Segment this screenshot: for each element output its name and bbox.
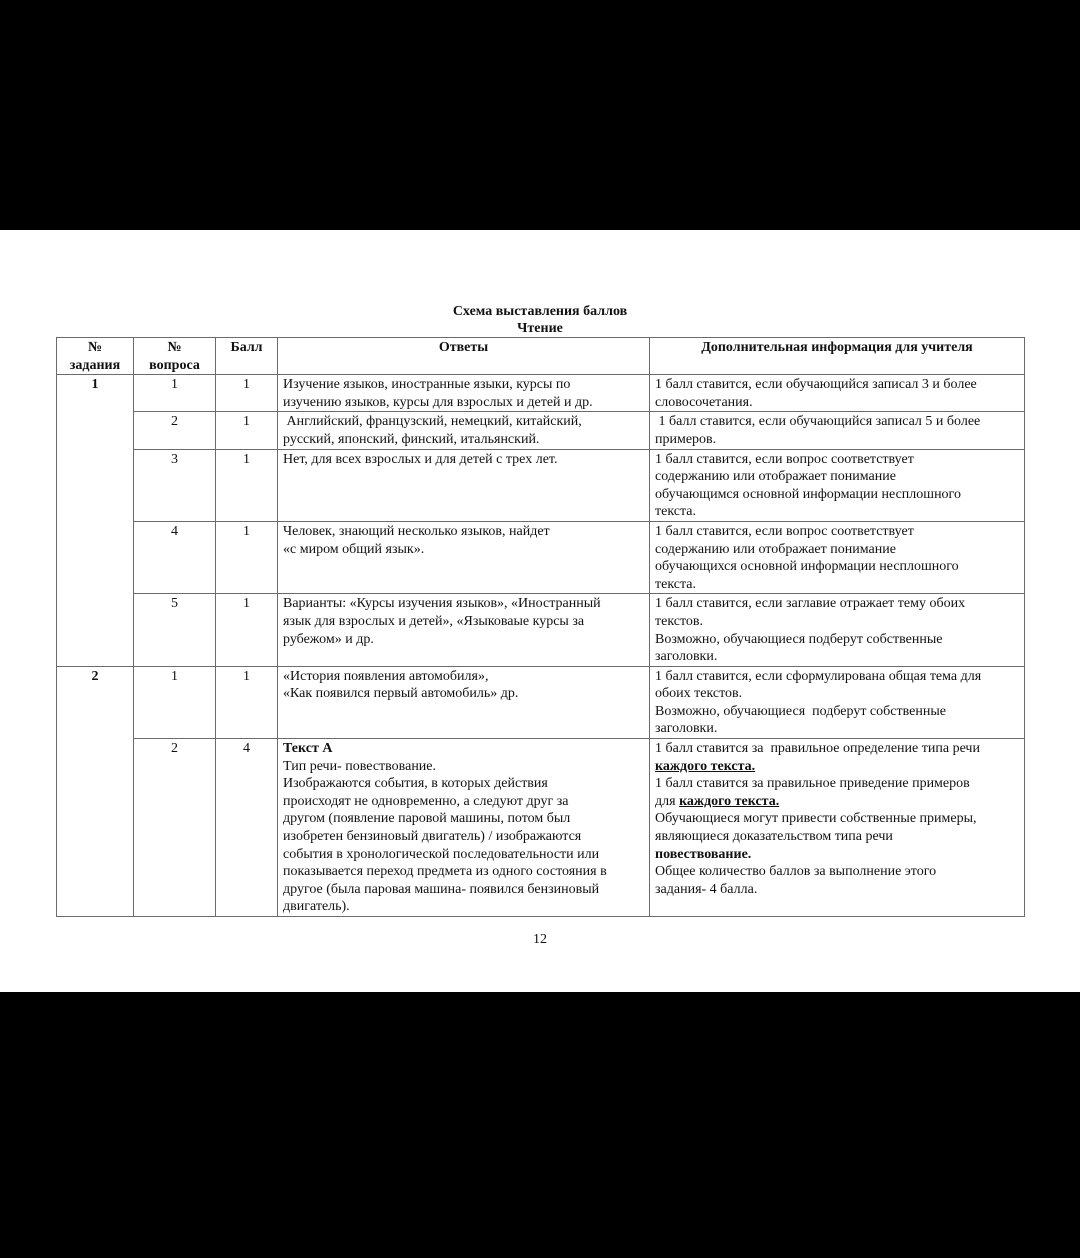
- info-cell: 1 балл ставится, если вопрос соответствует содержанию или отображает понимание обучающимся основной информации несплошного текста.: [650, 449, 1025, 521]
- question-number: 2: [134, 412, 216, 449]
- info-cell: 1 балл ставится, если сформулирована общая тема для обоих текстов. Возможно, обучающиеся подберут собственные заголовки.: [650, 666, 1025, 738]
- score-cell: 1: [216, 666, 278, 738]
- answer-cell: Английский, французский, немецкий, китайский, русский, японский, финский, итальянский.: [278, 412, 650, 449]
- score-cell: 1: [216, 521, 278, 593]
- header-score: Балл: [216, 338, 278, 375]
- score-cell: 1: [216, 375, 278, 412]
- table-header-row: [57, 338, 1025, 375]
- question-number: 5: [134, 594, 216, 666]
- info-cell: 1 балл ставится, если обучающийся записал 3 и более словосочетания.: [650, 375, 1025, 412]
- question-number: 1: [134, 375, 216, 412]
- table-row: [57, 375, 1025, 412]
- bold-emphasis: повествование.: [655, 846, 752, 862]
- page-title: Схема выставления баллов: [452, 304, 628, 319]
- header-question: № вопроса: [134, 338, 216, 375]
- answer-cell: Текст А Тип речи- повествование. Изображаются события, в которых действия происходят не одновременно, а следуют друг за другом (появление паровой машины, потом был изобретен бензиновый двигатель) / изображаются события в хронологической последовательности или показывается переход предмета из одного состояния в другое (была паровая машина- появился бензиновый двигатель).: [278, 739, 650, 917]
- info-cell: 1 балл ставится, если вопрос соответствует содержанию или отображает понимание обучающихся основной информации несплошного текста.: [650, 521, 1025, 593]
- info-cell: 1 балл ставится за правильное определение типа речи каждого текста. 1 балл ставится за правильное приведение примеров для каждого текста. Обучающиеся могут привести собственные примеры, являющиеся доказательством типа речи повествование. Общее количество баллов за выполнение этого задания- 4 балла.: [650, 739, 1025, 917]
- header-info: Дополнительная информация для учителя: [650, 338, 1025, 375]
- info-cell: 1 балл ставится, если обучающийся записал 5 и более примеров.: [650, 412, 1025, 449]
- question-number: 2: [134, 739, 216, 917]
- table-row: [57, 666, 1025, 738]
- task-number: 1: [57, 375, 134, 667]
- scoring-table: [56, 337, 1025, 917]
- underlined-emphasis: каждого текста.: [679, 793, 780, 809]
- task-number: 2: [57, 666, 134, 916]
- table-row: [57, 412, 1025, 449]
- page-subtitle: Чтение: [517, 321, 563, 336]
- underlined-emphasis: каждого текста.: [655, 758, 756, 774]
- info-cell: 1 балл ставится, если заглавие отражает тему обоих текстов. Возможно, обучающиеся подберут собственные заголовки.: [650, 594, 1025, 666]
- answer-cell: Изучение языков, иностранные языки, курсы по изучению языков, курсы для взрослых и детей и др.: [278, 375, 650, 412]
- answer-heading: Текст А: [283, 741, 333, 757]
- answer-cell: Нет, для всех взрослых и для детей с трех лет.: [278, 449, 650, 521]
- answer-cell: «История появления автомобиля», «Как появился первый автомобиль» др.: [278, 666, 650, 738]
- question-number: 3: [134, 449, 216, 521]
- score-cell: 1: [216, 412, 278, 449]
- header-answers: Ответы: [278, 338, 650, 375]
- question-number: 1: [134, 666, 216, 738]
- answer-cell: Человек, знающий несколько языков, найдет «с миром общий язык».: [278, 521, 650, 593]
- header-task: № задания: [57, 338, 134, 375]
- table-row: [57, 521, 1025, 593]
- table-row: [57, 449, 1025, 521]
- document-page: [0, 230, 1080, 992]
- table-row: [57, 739, 1025, 917]
- page-number: 12: [533, 932, 547, 947]
- score-cell: 1: [216, 449, 278, 521]
- question-number: 4: [134, 521, 216, 593]
- score-cell: 1: [216, 594, 278, 666]
- table-row: [57, 594, 1025, 666]
- answer-cell: Варианты: «Курсы изучения языков», «Иностранный язык для взрослых и детей», «Языковаые курсы за рубежом» и др.: [278, 594, 650, 666]
- score-cell: 4: [216, 739, 278, 917]
